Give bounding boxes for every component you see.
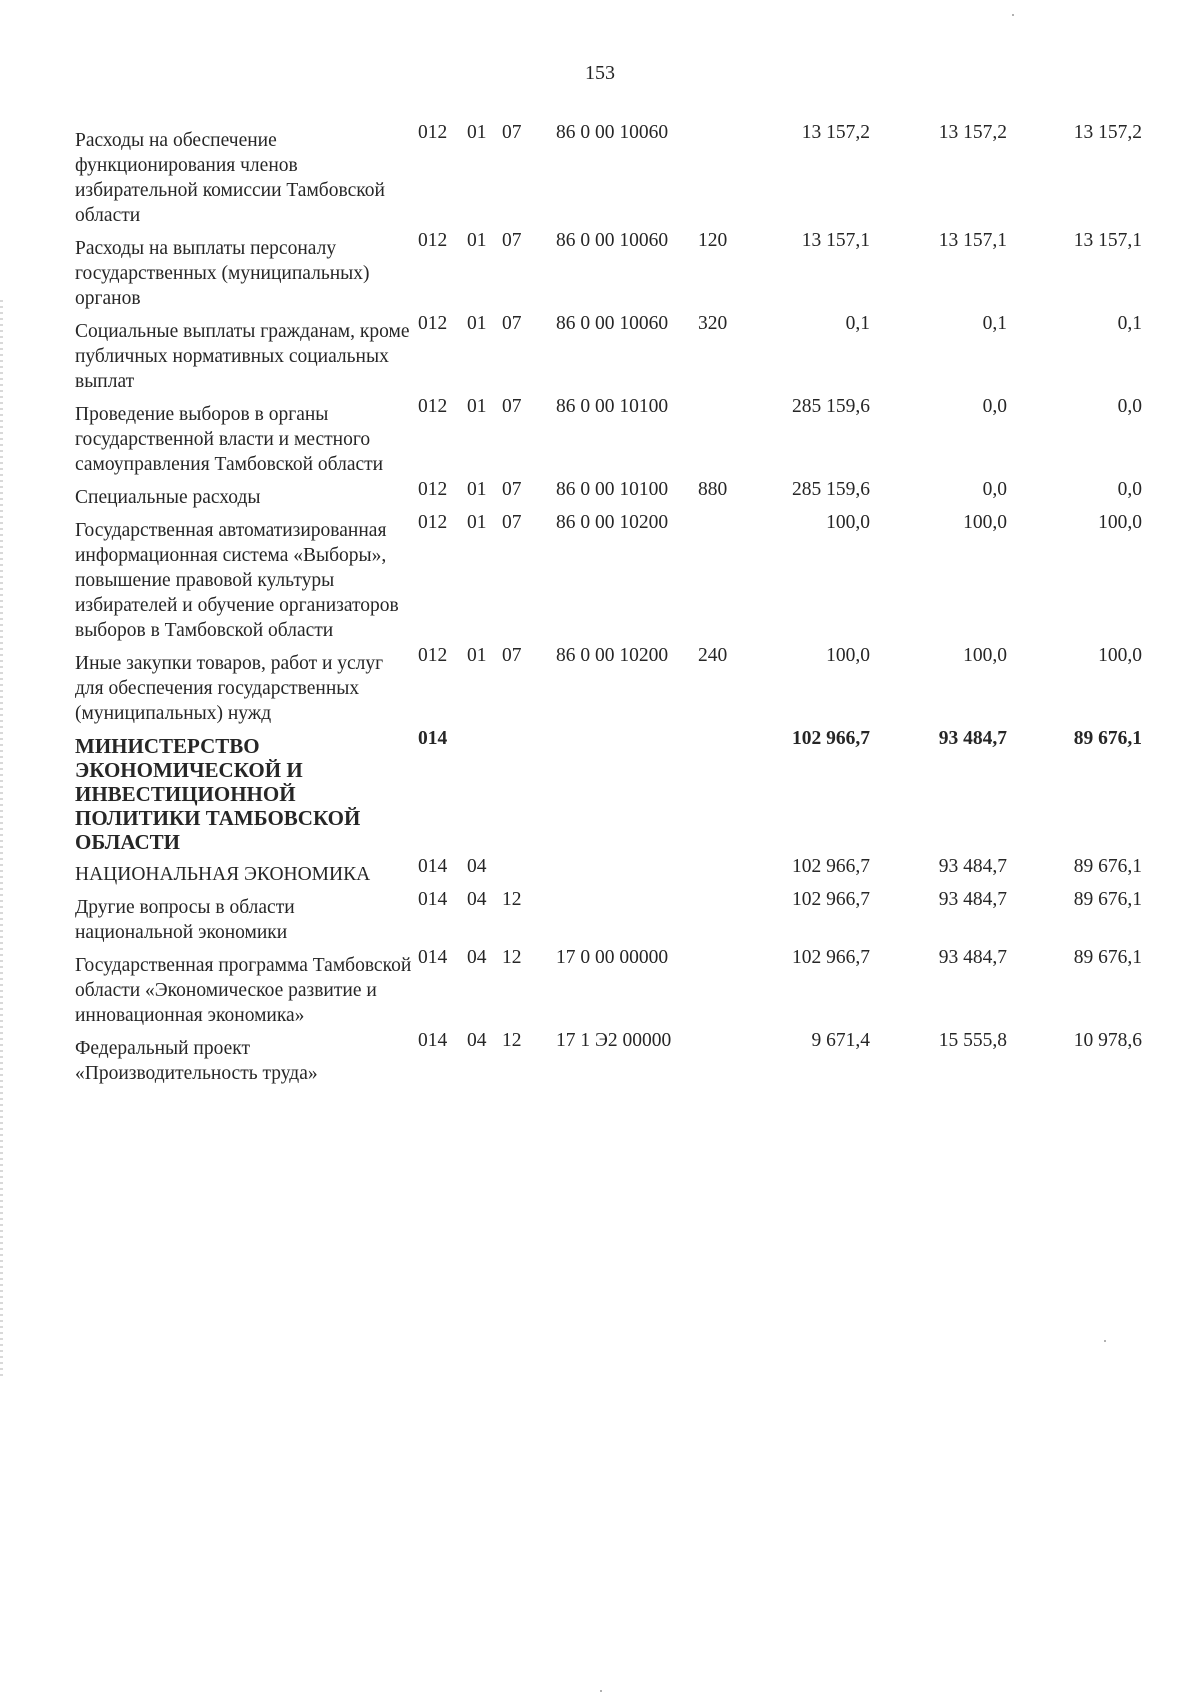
expense-type-code: 320 (698, 313, 728, 334)
budget-table (0, 120, 1200, 1086)
amount-year-1: 285 159,6 (792, 479, 870, 500)
ministry-code: 012 (418, 396, 448, 417)
table-row (0, 1028, 1200, 1086)
amount-year-2: 93 484,7 (938, 947, 1007, 968)
expense-name: Федеральный проект «Производительность труда» (75, 1038, 318, 1084)
subsection-code: 07 (502, 313, 522, 334)
subsection-code: 12 (502, 889, 522, 910)
table-row (0, 311, 1200, 394)
section-code: 01 (467, 230, 487, 251)
amount-year-2: 93 484,7 (938, 889, 1007, 910)
subsection-code: 07 (502, 396, 522, 417)
amount-year-1: 100,0 (826, 645, 870, 666)
expense-name: Проведение выборов в органы государственной власти и местного самоуправления Тамбовской области (75, 404, 384, 475)
subsection-code: 12 (502, 1030, 522, 1051)
ministry-code: 014 (418, 947, 448, 968)
ministry-code: 014 (418, 889, 448, 910)
table-row (0, 120, 1200, 228)
ministry-code: 012 (418, 230, 448, 251)
target-item-code: 86 0 00 10060 (556, 230, 669, 251)
expense-name: Расходы на выплаты персоналу государственных (муниципальных) органов (75, 238, 370, 309)
subsection-code: 07 (502, 512, 522, 533)
expense-type-code: 120 (698, 230, 728, 251)
amount-year-3: 0,1 (1117, 313, 1142, 334)
amount-year-3: 0,0 (1117, 479, 1142, 500)
subsection-code: 07 (502, 122, 522, 143)
ministry-code: 012 (418, 313, 448, 334)
amount-year-1: 0,1 (845, 313, 870, 334)
scan-edge-mark (0, 300, 3, 1380)
section-code: 04 (467, 889, 487, 910)
ministry-code: 012 (418, 512, 448, 533)
section-code: 01 (467, 479, 487, 500)
expense-name: Специальные расходы (75, 487, 261, 508)
section-code: 01 (467, 122, 487, 143)
table-row (0, 887, 1200, 945)
section-code: 04 (467, 1030, 487, 1051)
amount-year-1: 13 157,2 (801, 122, 870, 143)
amount-year-3: 89 676,1 (1073, 728, 1142, 749)
amount-year-2: 15 555,8 (938, 1030, 1007, 1051)
page-number: 153 (585, 62, 615, 84)
scan-speck (1012, 14, 1014, 16)
scan-speck (600, 1690, 602, 1692)
section-code: 04 (467, 947, 487, 968)
target-item-code: 17 1 Э2 00000 (556, 1030, 672, 1051)
amount-year-1: 102 966,7 (792, 889, 870, 910)
amount-year-3: 13 157,1 (1073, 230, 1142, 251)
target-item-code: 86 0 00 10060 (556, 313, 669, 334)
amount-year-2: 93 484,7 (938, 856, 1007, 877)
table-row-ministry (0, 726, 1200, 854)
subsection-code: 12 (502, 947, 522, 968)
amount-year-2: 93 484,7 (938, 728, 1007, 749)
amount-year-1: 13 157,1 (801, 230, 870, 251)
ministry-code: 014 (418, 856, 448, 877)
target-item-code: 86 0 00 10060 (556, 122, 669, 143)
amount-year-3: 89 676,1 (1073, 889, 1142, 910)
section-code: 01 (467, 645, 487, 666)
table-row (0, 228, 1200, 311)
section-code: 01 (467, 313, 487, 334)
ministry-name: МИНИСТЕРСТВО ЭКОНОМИЧЕСКОЙ И ИНВЕСТИЦИОННОЙ ПОЛИТИКИ ТАМБОВСКОЙ ОБЛАСТИ (75, 734, 361, 854)
expense-name: Государственная программа Тамбовской области «Экономическое развитие и инновационная экономика» (75, 955, 412, 1026)
subsection-code: 07 (502, 479, 522, 500)
scan-speck (1104, 1340, 1106, 1342)
expense-name: Другие вопросы в области национальной экономики (75, 897, 295, 943)
amount-year-2: 0,0 (982, 396, 1007, 417)
table-row (0, 643, 1200, 726)
table-row (0, 945, 1200, 1028)
amount-year-3: 89 676,1 (1073, 947, 1142, 968)
ministry-code: 012 (418, 645, 448, 666)
amount-year-1: 100,0 (826, 512, 870, 533)
amount-year-1: 9 671,4 (811, 1030, 870, 1051)
amount-year-3: 100,0 (1098, 645, 1142, 666)
amount-year-2: 0,1 (982, 313, 1007, 334)
expense-name: Расходы на обеспечение функционирования членов избирательной комиссии Тамбовской области (75, 130, 385, 226)
amount-year-2: 100,0 (963, 645, 1007, 666)
section-code: 01 (467, 396, 487, 417)
expense-name: НАЦИОНАЛЬНАЯ ЭКОНОМИКА (75, 864, 371, 885)
section-code: 04 (467, 856, 487, 877)
amount-year-2: 13 157,1 (938, 230, 1007, 251)
ministry-code: 012 (418, 479, 448, 500)
ministry-code: 012 (418, 122, 448, 143)
target-item-code: 86 0 00 10100 (556, 396, 669, 417)
amount-year-2: 100,0 (963, 512, 1007, 533)
amount-year-3: 100,0 (1098, 512, 1142, 533)
amount-year-3: 13 157,2 (1073, 122, 1142, 143)
amount-year-2: 13 157,2 (938, 122, 1007, 143)
target-item-code: 86 0 00 10200 (556, 645, 669, 666)
subsection-code: 07 (502, 230, 522, 251)
amount-year-3: 89 676,1 (1073, 856, 1142, 877)
table-row (0, 854, 1200, 887)
amount-year-1: 285 159,6 (792, 396, 870, 417)
expense-type-code: 880 (698, 479, 728, 500)
section-code: 01 (467, 512, 487, 533)
amount-year-1: 102 966,7 (792, 947, 870, 968)
expense-name: Социальные выплаты гражданам, кроме публичных нормативных социальных выплат (75, 321, 410, 392)
expense-name: Государственная автоматизированная информационная система «Выборы», повышение правовой культуры избирателей и обучение организаторов выборов в Тамбовской области (75, 520, 399, 641)
table-row (0, 510, 1200, 643)
ministry-code: 014 (418, 728, 448, 749)
expense-name: Иные закупки товаров, работ и услуг для обеспечения государственных (муниципальных) нужд (75, 653, 384, 724)
target-item-code: 86 0 00 10200 (556, 512, 669, 533)
target-item-code: 17 0 00 00000 (556, 947, 669, 968)
table-row (0, 394, 1200, 477)
amount-year-1: 102 966,7 (792, 856, 870, 877)
amount-year-1: 102 966,7 (792, 728, 870, 749)
subsection-code: 07 (502, 645, 522, 666)
table-row (0, 477, 1200, 510)
ministry-code: 014 (418, 1030, 448, 1051)
expense-type-code: 240 (698, 645, 728, 666)
amount-year-3: 0,0 (1117, 396, 1142, 417)
amount-year-2: 0,0 (982, 479, 1007, 500)
target-item-code: 86 0 00 10100 (556, 479, 669, 500)
amount-year-3: 10 978,6 (1073, 1030, 1142, 1051)
